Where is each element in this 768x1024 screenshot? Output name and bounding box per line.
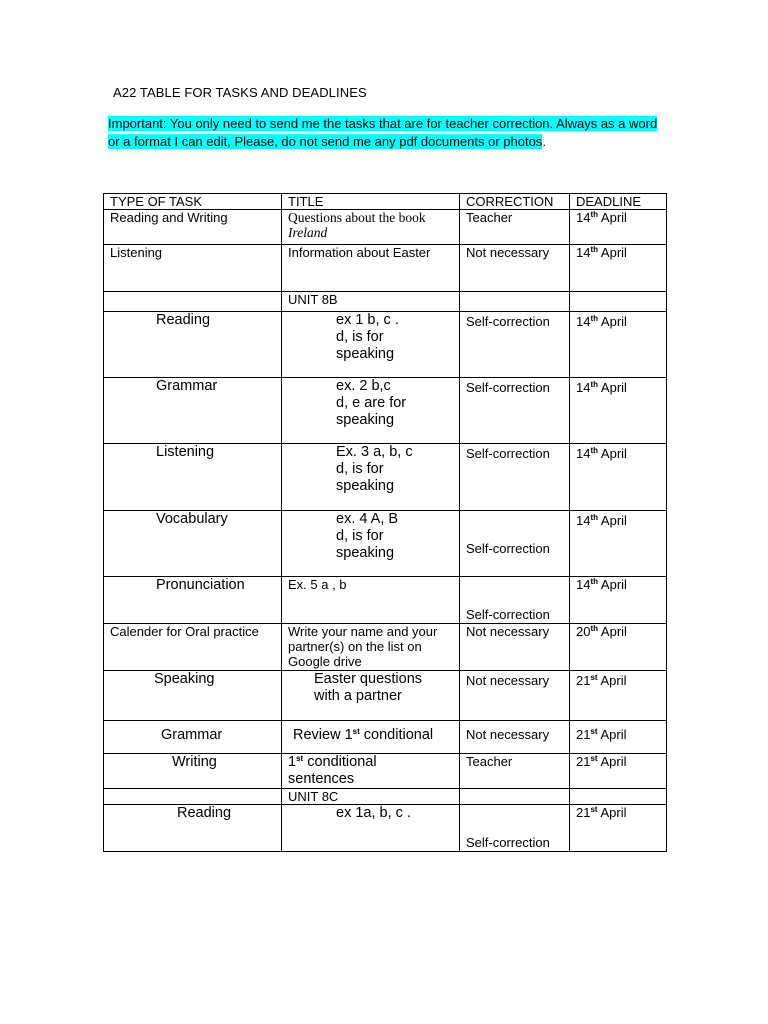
- task-type: Listening: [104, 245, 282, 292]
- task-deadline: 21st April: [570, 754, 667, 789]
- task-deadline: 14th April: [570, 577, 667, 624]
- note-period: .: [542, 134, 546, 149]
- task-type: [104, 789, 282, 805]
- task-correction: Self-correction: [460, 444, 570, 511]
- header-correction: CORRECTION: [460, 194, 570, 210]
- task-type: Reading and Writing: [104, 210, 282, 245]
- task-type: Calender for Oral practice: [104, 624, 282, 671]
- table-row: [104, 721, 667, 754]
- task-title: ex. 4 A, B d, is for speaking: [282, 511, 460, 577]
- task-correction: Self-correction: [460, 805, 570, 852]
- task-correction: [460, 292, 570, 312]
- task-type: Pronunciation: [104, 577, 282, 624]
- task-correction: Self-correction: [460, 577, 570, 624]
- table-row: [104, 754, 667, 789]
- task-deadline: 14th April: [570, 312, 667, 378]
- unit-heading: UNIT 8B: [282, 292, 460, 312]
- table-row: [104, 292, 667, 312]
- task-title: 1st conditional sentences: [282, 754, 460, 789]
- task-deadline: 14th April: [570, 511, 667, 577]
- task-type: Writing: [104, 754, 282, 789]
- table-header-row: [104, 194, 667, 210]
- task-title: ex 1a, b, c .: [282, 805, 460, 852]
- header-title: TITLE: [282, 194, 460, 210]
- highlighted-note-text: Important: You only need to send me the tasks that are for teacher correction. Always as a word or a format I can edit, Please, do not send me any pdf documents or photos: [108, 116, 658, 149]
- important-note: [108, 115, 668, 151]
- task-type: Reading: [104, 312, 282, 378]
- header-deadline: DEADLINE: [570, 194, 667, 210]
- task-type: Grammar: [104, 378, 282, 444]
- task-title: Questions about the book Ireland: [282, 210, 460, 245]
- task-title: Review 1st conditional: [282, 721, 460, 754]
- task-title: ex. 2 b,c d, e are for speaking: [282, 378, 460, 444]
- table-row: [104, 577, 667, 624]
- table-row: [104, 805, 667, 852]
- task-deadline: [570, 789, 667, 805]
- task-type: Vocabulary: [104, 511, 282, 577]
- table-row: [104, 789, 667, 805]
- task-correction: [460, 789, 570, 805]
- task-title: Ex. 5 a , b: [282, 577, 460, 624]
- task-correction: Not necessary: [460, 245, 570, 292]
- task-correction: Not necessary: [460, 721, 570, 754]
- document-title: A22 TABLE FOR TASKS AND DEADLINES: [113, 85, 367, 100]
- task-deadline: 21st April: [570, 721, 667, 754]
- task-type: Listening: [104, 444, 282, 511]
- table-row: [104, 511, 667, 577]
- task-deadline: 21st April: [570, 805, 667, 852]
- task-deadline: 14th April: [570, 444, 667, 511]
- task-correction: Not necessary: [460, 624, 570, 671]
- table-row: [104, 624, 667, 671]
- task-deadline: 14th April: [570, 245, 667, 292]
- task-title: Write your name and your partner(s) on the list on Google drive: [282, 624, 460, 671]
- table-row: [104, 671, 667, 721]
- task-correction: Self-correction: [460, 511, 570, 577]
- table-row: [104, 444, 667, 511]
- task-type: Speaking: [104, 671, 282, 721]
- task-type: Grammar: [104, 721, 282, 754]
- task-type: [104, 292, 282, 312]
- task-correction: Not necessary: [460, 671, 570, 721]
- table-row: [104, 312, 667, 378]
- task-type: Reading: [104, 805, 282, 852]
- task-correction: Teacher: [460, 210, 570, 245]
- table-row: [104, 378, 667, 444]
- task-deadline: 20th April: [570, 624, 667, 671]
- task-title: Ex. 3 a, b, c d, is for speaking: [282, 444, 460, 511]
- tasks-table: [103, 193, 667, 852]
- task-deadline: 14th April: [570, 378, 667, 444]
- table-row: [104, 210, 667, 245]
- task-correction: Self-correction: [460, 312, 570, 378]
- task-title: Easter questions with a partner: [282, 671, 460, 721]
- task-deadline: 21st April: [570, 671, 667, 721]
- task-deadline: 14th April: [570, 210, 667, 245]
- task-correction: Self-correction: [460, 378, 570, 444]
- task-deadline: [570, 292, 667, 312]
- task-title: Information about Easter: [282, 245, 460, 292]
- table-row: [104, 245, 667, 292]
- header-type: TYPE OF TASK: [104, 194, 282, 210]
- task-title: ex 1 b, c . d, is for speaking: [282, 312, 460, 378]
- task-correction: Teacher: [460, 754, 570, 789]
- unit-heading: UNIT 8C: [282, 789, 460, 805]
